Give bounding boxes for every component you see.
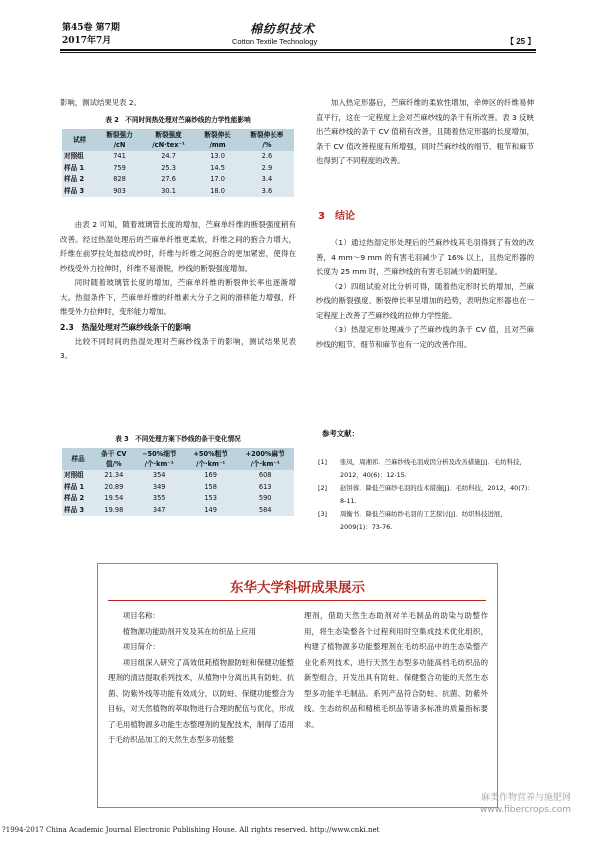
paragraph: 加入热定形器后，苎麻纤维的柔软性增加，牵伸区的纤维易伸直平行，这在一定程度上会对苎麻纱线的条干有所改善。表 3 反映出苎麻纱线的条干 CV 值稍有改善，且随着热定形器的长度增加，条干 CV 值改善程度有所增强，同时苎麻纱线的细节、粗节和麻节也得到了不同程度的改善。 [316,98,534,165]
table-cell: 3.6 [240,186,294,198]
issue-info [62,22,120,48]
table-cell: 590 [236,493,294,505]
left-body [60,218,296,364]
reference-number: [1] [318,458,328,466]
table-cell: 18.0 [195,186,239,198]
table-cell: 354 [134,470,185,482]
paragraph: 同时随着玻璃管长度的增加，苎麻单纤维的断裂伸长率也逐渐增大。热湿条件下，苎麻单纤维的纤维素大分子之间的滑移能力增强，纤维受外力拉伸时，变形能力增加。 [60,278,296,316]
paragraph: 由表 2 可知，随着玻璃管长度的增加，苎麻单纤维的断裂强度稍有改善。经过热湿处理后的苎麻单纤维更柔软，纤维之间的抱合力增大，纤维在前罗拉处加捻成纱时，纤维与纤维之间抱合的更加紧密，使得在纱线受外力拉伸时，纤维不易滑脱，纱线的断裂强度增加。 [60,220,296,273]
section-heading-3: 3 结论 [318,211,355,222]
table-header-cell: 条干 CV 值/% [94,448,133,470]
volume-issue: 第45卷 第7期 [62,23,120,33]
table-cell: 608 [236,470,294,482]
table-cell: 25.3 [142,163,196,175]
project-intro-continued: 理剂，借助天然生态助剂对羊毛制品的助染与助整作用，将生态染整各个过程利用时空集成技术优化组织，构建了植物源多功能整理剂在毛纺织品中的生态染整产业化系列技术，进行天然生态型多功能高档毛纺织品的新型组合，开发出具有防蛀、保健整合功能的天然生态型多功能羊毛制品。系列产品符合防蛀、抗菌、防紫外线、生态纺织品和精梳毛织品等诸多标准的质量指标要求。 [304,611,488,729]
table-cell: 13.0 [195,151,239,163]
table-cell: 153 [185,493,236,505]
table-header-cell: +200%麻节 /个·km⁻¹ [236,448,294,470]
row-label: 对照组 [62,151,97,163]
page-number: 【 25 】 [506,37,536,46]
table-cell: 759 [97,163,141,175]
row-label: 样品 3 [62,505,94,517]
table-header-cell: −50%细节 /个·km⁻¹ [134,448,185,470]
row-label: 样品 1 [62,163,97,175]
reference-text: 张凤，周湘祁．苎麻纱线毛羽成因分析及改善措施[J]．毛纺科技，2012，40(6)：12-15. [340,458,526,479]
table-row [62,186,294,198]
table-cell: 19.54 [94,493,133,505]
table-cell: 19.98 [94,505,133,517]
box-left-column [108,608,294,748]
paragraph: 比较不同时间的热湿处理对苎麻纱线条干的影响，测试结果见表 3。 [60,336,296,360]
row-label: 样品 2 [62,493,94,505]
table-cell: 149 [185,505,236,517]
box-right-column [304,608,488,732]
table-cell: 828 [97,174,141,186]
table-header-cell: 断裂伸长 /mm [195,129,239,151]
table-cell: 584 [236,505,294,517]
conclusion-2: （2）四组试验对比分析可得，随着热定形时长的增加，苎麻纱线的断裂强度、断裂伸长率呈增加的趋势，表明热定形器也在一定程度上改善了苎麻纱线的拉伸力学性能。 [316,281,534,320]
table-row [62,493,294,505]
table-cell: 158 [185,482,236,494]
journal-title-en: Cotton Textile Technology [232,37,318,46]
project-name: 植物源功能助剂开发及其在纺织品上应用 [122,626,256,636]
table-2 [62,129,294,197]
reference-item [318,482,534,508]
table-cell: 21.34 [94,470,133,482]
row-label: 样品 3 [62,186,97,198]
watermark-url: www.fibercrops.com [480,805,571,815]
right-column [316,96,534,169]
table-cell: 169 [185,470,236,482]
project-intro-label: 项目简介： [122,642,160,651]
table3-caption: 表 3 不同处理方案下纱线的条干变化情况 [115,435,241,443]
table-row [62,163,294,175]
table-header-cell: 断裂伸长率 /% [240,129,294,151]
table-row [62,482,294,494]
table-cell: 2.6 [240,151,294,163]
table-cell: 30.1 [142,186,196,198]
table-cell: 347 [134,505,185,517]
table-cell: 903 [97,186,141,198]
table-cell: 2.9 [240,163,294,175]
title-rule [108,600,486,601]
watermark [480,792,571,816]
row-label: 样品 1 [62,482,94,494]
table-header-cell: +50%粗节 /个·km⁻¹ [185,448,236,470]
table-header-cell: 样品 [62,448,94,470]
table-cell: 741 [97,151,141,163]
table-row [62,470,294,482]
reference-item [318,508,534,534]
references-title: 参考文献： [322,429,359,438]
copyright-footer: ?1994-2017 China Academic Journal Electronic Publishing House. All rights reserved. http://www.cnki.net [2,826,380,834]
row-label: 样品 2 [62,174,97,186]
table-cell: 27.6 [142,174,196,186]
conclusion-3: （3）热湿定形处理减少了苎麻纱线的条干 CV 值，且对苎麻纱线的粗节、细节和麻节也有一定的改善作用。 [316,325,534,349]
table-header-cell: 试样 [62,129,97,151]
issue-date: 2017年7月 [62,36,112,46]
reference-text: 周衡书．降低苎麻纺纱毛羽的工艺探讨[J]．纺织科技进展，2009(1)：73-76. [340,510,507,531]
reference-text: 赵饼蓉．降低苎麻纱毛羽的技术措施[J]．毛纺科技，2012，40(7)：8-11. [340,484,534,505]
table-row [62,505,294,517]
table-cell: 3.4 [240,174,294,186]
project-intro-text: 项目组深入研究了高效低耗植物源防蛀和保健功能整理剂的清洁提取系列技术，从植物中分离出具有防蛀、抗菌、防紫外线等功能有效成分，以防蛀、保健功能整合为目标，对天然植物的萃取物进行合理的配伍与优化，形成了毛用植物源多功能生态整理剂的复配技术，制得了适用于毛纺织品加工的天然生态型多功能整 [108,657,294,744]
conclusion-1: （1）通过热湿定形处理后的苎麻纱线其毛羽得到了有效的改善，4 mm～9 mm 的有害毛羽减少了 16% 以上，且热定形器的长度为 25 mm 时，苎麻纱线的有害毛羽减少的最明显。 [316,238,534,276]
table-cell: 17.0 [195,174,239,186]
paragraph: 影响，测试结果见表 2。 [60,98,141,107]
reference-item [318,456,534,482]
watermark-name: 麻类作物营养与施肥网 [480,793,571,803]
table-row [62,174,294,186]
table-cell: 14.5 [195,163,239,175]
table2-caption: 表 2 不同时间热处理对苎麻纱线的力学性能影响 [105,116,251,124]
table-header-cell: 断裂强力 /cN [97,129,141,151]
table-cell: 24.7 [142,151,196,163]
left-column [60,96,296,111]
header-rule [60,49,536,51]
table-row [62,151,294,163]
table-cell: 613 [236,482,294,494]
table-cell: 355 [134,493,185,505]
table-3 [62,448,294,516]
table-cell: 349 [134,482,185,494]
references-list [318,456,534,534]
journal-title-cn: 棉纺织技术 [250,22,316,36]
reference-number: [2] [318,484,328,492]
reference-number: [3] [318,510,328,518]
section-heading-2-3: 2.3 热湿处理对苎麻纱线条干的影响 [60,322,191,332]
project-name-label: 项目名称： [122,611,160,620]
row-label: 对照组 [62,470,94,482]
conclusions [316,236,534,352]
research-showcase-title: 东华大学科研成果展示 [230,580,365,596]
table-cell: 20.89 [94,482,133,494]
header-rule-thin [60,52,536,53]
table-header-cell: 断裂强度 /cN·tex⁻¹ [142,129,196,151]
